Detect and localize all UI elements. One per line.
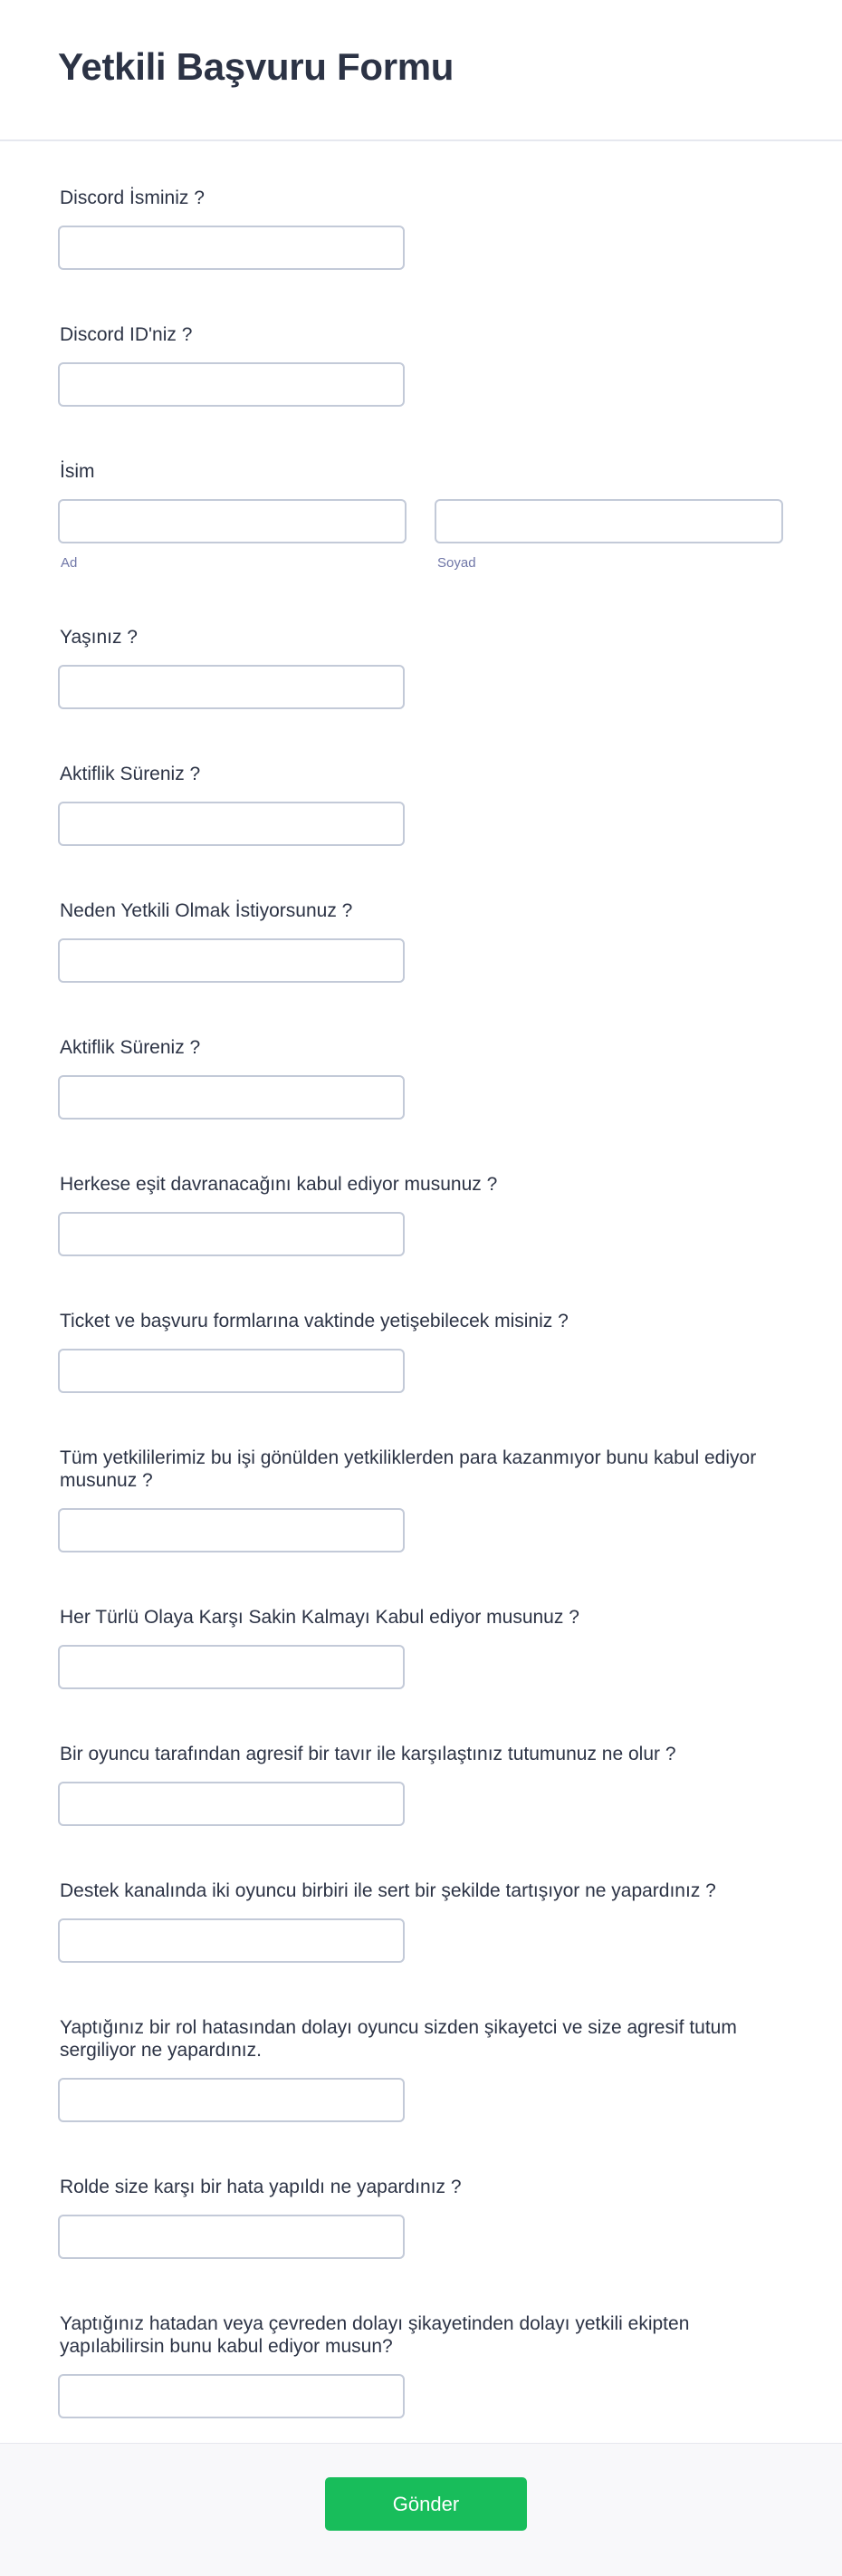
age-label: Yaşınız ? [60, 627, 138, 648]
submit-button[interactable]: Gönder [325, 2477, 527, 2531]
activity-field-1 [58, 763, 784, 846]
activity-input-2[interactable] [58, 1075, 405, 1120]
aggressive-player-label: Bir oyuncu tarafından agresif bir tavır ile karşılaştınız tutumunuz ne olur ? [60, 1744, 676, 1764]
activity-input-1[interactable] [58, 802, 405, 846]
roleplay-mistake-input[interactable] [58, 2078, 405, 2122]
removal-acceptance-field [58, 2312, 784, 2418]
volunteer-input[interactable] [58, 1508, 405, 1552]
aggressive-player-field [58, 1743, 784, 1826]
equal-treatment-label: Herkese eşit davranacağını kabul ediyor musunuz ? [60, 1174, 498, 1195]
age-input[interactable] [58, 665, 405, 709]
discord-id-label: Discord ID'niz ? [60, 324, 193, 345]
why-staff-label: Neden Yetkili Olmak İstiyorsunuz ? [60, 900, 353, 921]
activity-label-1: Aktiflik Süreniz ? [60, 764, 201, 784]
ticket-response-label: Ticket ve başvuru formlarına vaktinde yetişebilecek misiniz ? [60, 1311, 569, 1331]
full-name-field [58, 460, 784, 571]
mistake-against-you-input[interactable] [58, 2215, 405, 2259]
discord-id-field [58, 323, 784, 407]
support-argument-label: Destek kanalında iki oyuncu birbiri ile sert bir şekilde tartışıyor ne yapardınız ? [60, 1880, 716, 1901]
first-name-group [58, 499, 407, 571]
full-name-row [58, 499, 784, 571]
full-name-label: İsim [60, 461, 95, 482]
why-staff-input[interactable] [58, 938, 405, 983]
support-argument-input[interactable] [58, 1918, 405, 1963]
ticket-response-input[interactable] [58, 1349, 405, 1393]
discord-name-label: Discord İsminiz ? [60, 187, 205, 208]
roleplay-mistake-field [58, 2016, 784, 2122]
activity-label-2: Aktiflik Süreniz ? [60, 1037, 201, 1058]
support-argument-field [58, 1879, 784, 1963]
removal-acceptance-input[interactable] [58, 2374, 405, 2418]
stay-calm-label: Her Türlü Olaya Karşı Sakin Kalmayı Kabul ediyor musunuz ? [60, 1607, 579, 1628]
aggressive-player-input[interactable] [58, 1782, 405, 1826]
removal-acceptance-label: Yaptığınız hatadan veya çevreden dolayı şikayetinden dolayı yetkili ekipten yapılabilirsin bunu kabul ediyor musun? [60, 2313, 690, 2357]
ticket-response-field [58, 1310, 784, 1393]
first-name-sublabel: Ad [61, 555, 78, 571]
last-name-input[interactable] [435, 499, 783, 543]
form-footer [0, 2443, 842, 2576]
volunteer-field [58, 1447, 784, 1552]
discord-id-input[interactable] [58, 362, 405, 407]
mistake-against-you-field [58, 2176, 784, 2259]
first-name-input[interactable] [58, 499, 407, 543]
volunteer-label: Tüm yetkililerimiz bu işi gönülden yetkiliklerden para kazanmıyor bunu kabul ediyor musunuz ? [60, 1447, 757, 1491]
mistake-against-you-label: Rolde size karşı bir hata yapıldı ne yapardınız ? [60, 2177, 462, 2197]
roleplay-mistake-label: Yaptığınız bir rol hatasından dolayı oyuncu sizden şikayetci ve size agresif tutum sergiliyor ne yapardınız. [60, 2017, 737, 2061]
form-header [0, 0, 842, 141]
equal-treatment-input[interactable] [58, 1212, 405, 1256]
form-title: Yetkili Başvuru Formu [58, 45, 454, 88]
last-name-group [435, 499, 783, 571]
stay-calm-input[interactable] [58, 1645, 405, 1689]
why-staff-field [58, 899, 784, 983]
discord-name-input[interactable] [58, 226, 405, 270]
equal-treatment-field [58, 1173, 784, 1256]
last-name-sublabel: Soyad [437, 555, 476, 571]
stay-calm-field [58, 1606, 784, 1689]
discord-name-field [58, 187, 784, 270]
age-field [58, 626, 784, 709]
activity-field-2 [58, 1036, 784, 1120]
